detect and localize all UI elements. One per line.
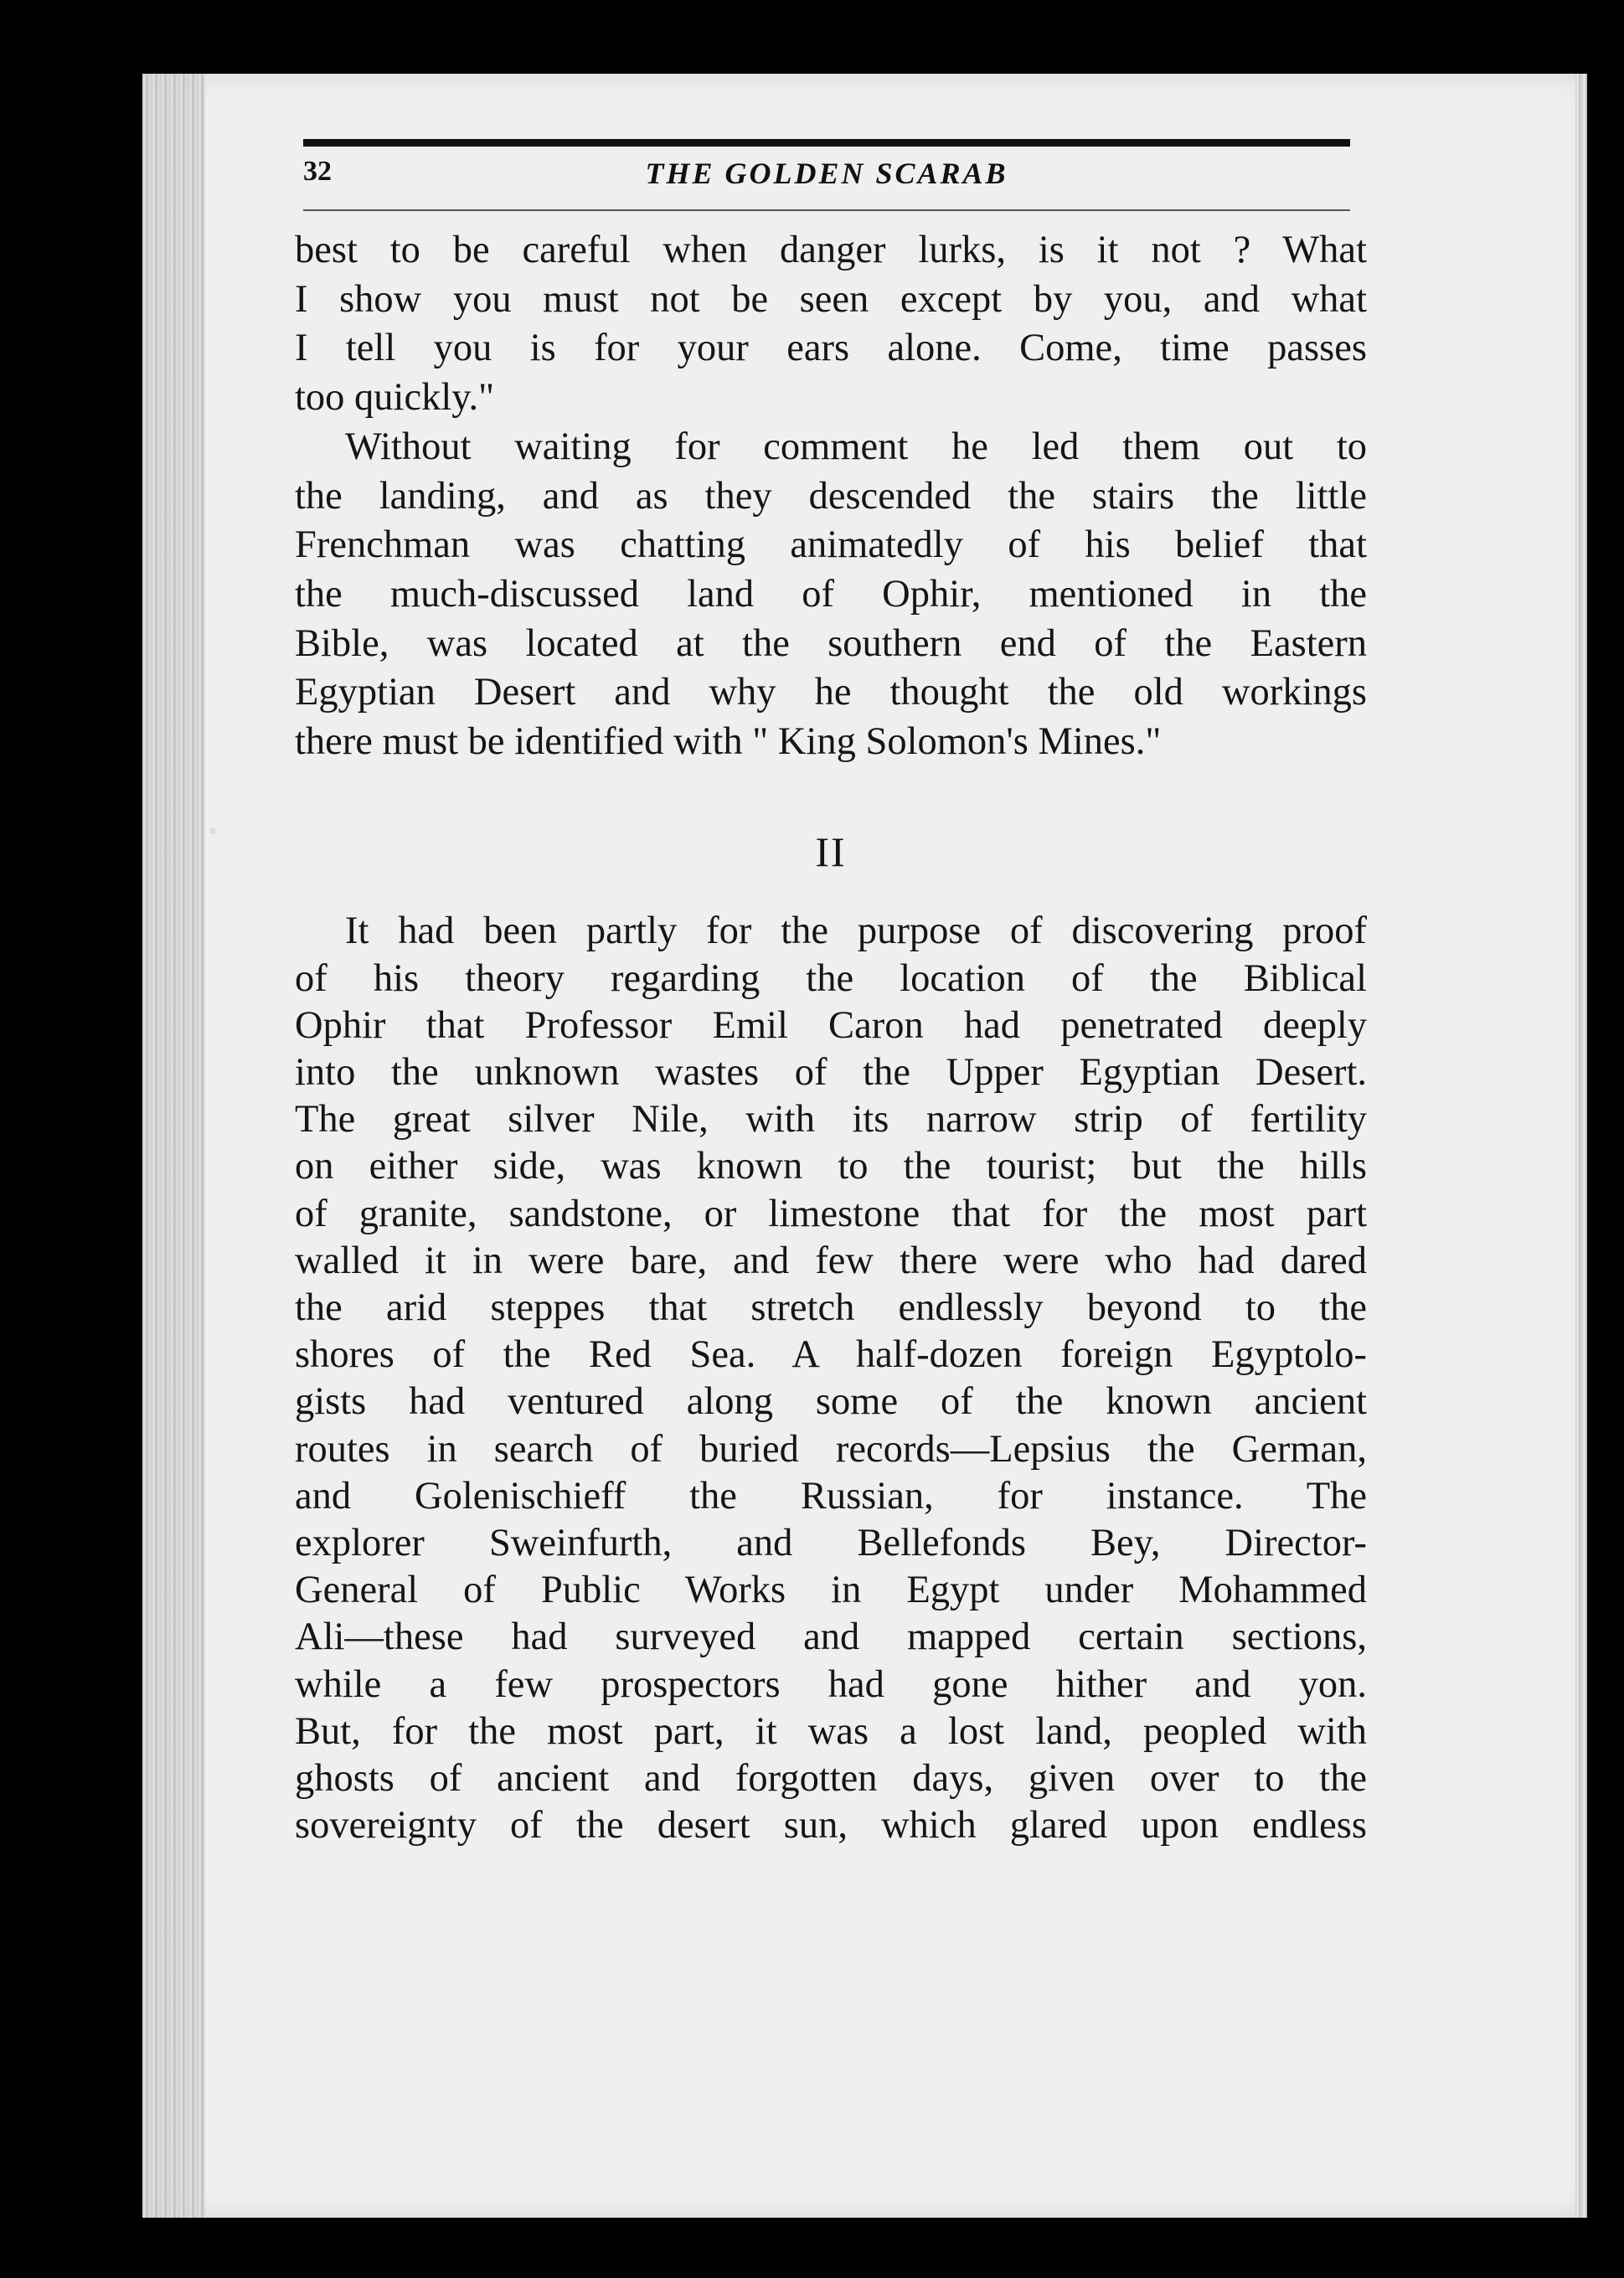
body-text: [295, 226, 1367, 1850]
text-line: while a few prospectors had gone hither and yon.: [295, 1662, 1367, 1706]
text-line: of granite, sandstone, or limestone that for the most part: [295, 1192, 1367, 1235]
text-line: But, for the most part, it was a lost land, peopled with: [295, 1709, 1367, 1753]
page-edges-left: [142, 74, 205, 2218]
running-title: THE GOLDEN SCARAB: [645, 157, 1008, 190]
text-line: Bible, was located at the southern end of the Eastern: [295, 621, 1367, 665]
text-line: sovereignty of the desert sun, which glared upon endless: [295, 1804, 1367, 1848]
text-line: and Golenischieff the Russian, for instance. The: [295, 1474, 1367, 1518]
text-line: The great silver Nile, with its narrow strip of fertility: [295, 1098, 1367, 1142]
text-line: too quickly.": [295, 376, 495, 420]
paragraph: [295, 908, 1367, 1849]
text-line: routes in search of buried records—Lepsius the German,: [295, 1427, 1367, 1471]
header-underline: [303, 209, 1350, 211]
text-line: I tell you is for your ears alone. Come, time passes: [295, 327, 1367, 370]
text-line: I show you must not be seen except by you, and what: [295, 277, 1367, 321]
text-line: Frenchman was chatting animatedly of his belief that: [295, 523, 1367, 567]
text-line: It had been partly for the purpose of discovering proof: [345, 910, 1367, 953]
text-line: explorer Sweinfurth, and Bellefonds Bey, Director-: [295, 1522, 1367, 1565]
text-line: on either side, was known to the tourist; but the hills: [295, 1145, 1367, 1188]
text-line: into the unknown wastes of the Upper Egyptian Desert.: [295, 1051, 1367, 1095]
page-number: 32: [303, 156, 332, 187]
text-line: Ali—these had surveyed and mapped certain sections,: [295, 1616, 1367, 1659]
text-line: ghosts of ancient and forgotten days, given over to the: [295, 1757, 1367, 1801]
text-line: walled it in were bare, and few there were who had dared: [295, 1239, 1367, 1282]
running-head: [303, 156, 1350, 203]
scan-speck: [209, 827, 216, 834]
text-line: the arid steppes that stretch endlessly beyond to the: [295, 1286, 1367, 1330]
text-line: Ophir that Professor Emil Caron had penetrated deeply: [295, 1003, 1367, 1047]
text-line: of his theory regarding the location of the Biblical: [295, 956, 1367, 1000]
text-line: Without waiting for comment he led them out to: [345, 425, 1367, 468]
text-line: shores of the Red Sea. A half-dozen foreign Egyptolo-: [295, 1333, 1367, 1377]
page-edges-right: [1575, 74, 1587, 2218]
paragraph: [295, 423, 1367, 767]
text-line: best to be careful when danger lurks, is it not ? What: [295, 229, 1367, 271]
text-line: Egyptian Desert and why he thought the old workings: [295, 671, 1367, 714]
text-line: the landing, and as they descended the stairs the little: [295, 474, 1367, 518]
header-rule: [303, 139, 1350, 147]
text-line: there must be identified with " King Solomon's Mines.": [295, 720, 1162, 764]
paragraph-continued: [295, 226, 1367, 423]
text-line: gists had ventured along some of the known ancient: [295, 1380, 1367, 1424]
text-line: General of Public Works in Egypt under Mohammed: [295, 1569, 1367, 1612]
text-line: the much-discussed land of Ophir, mentioned in the: [295, 572, 1367, 616]
section-number: II: [815, 827, 847, 875]
